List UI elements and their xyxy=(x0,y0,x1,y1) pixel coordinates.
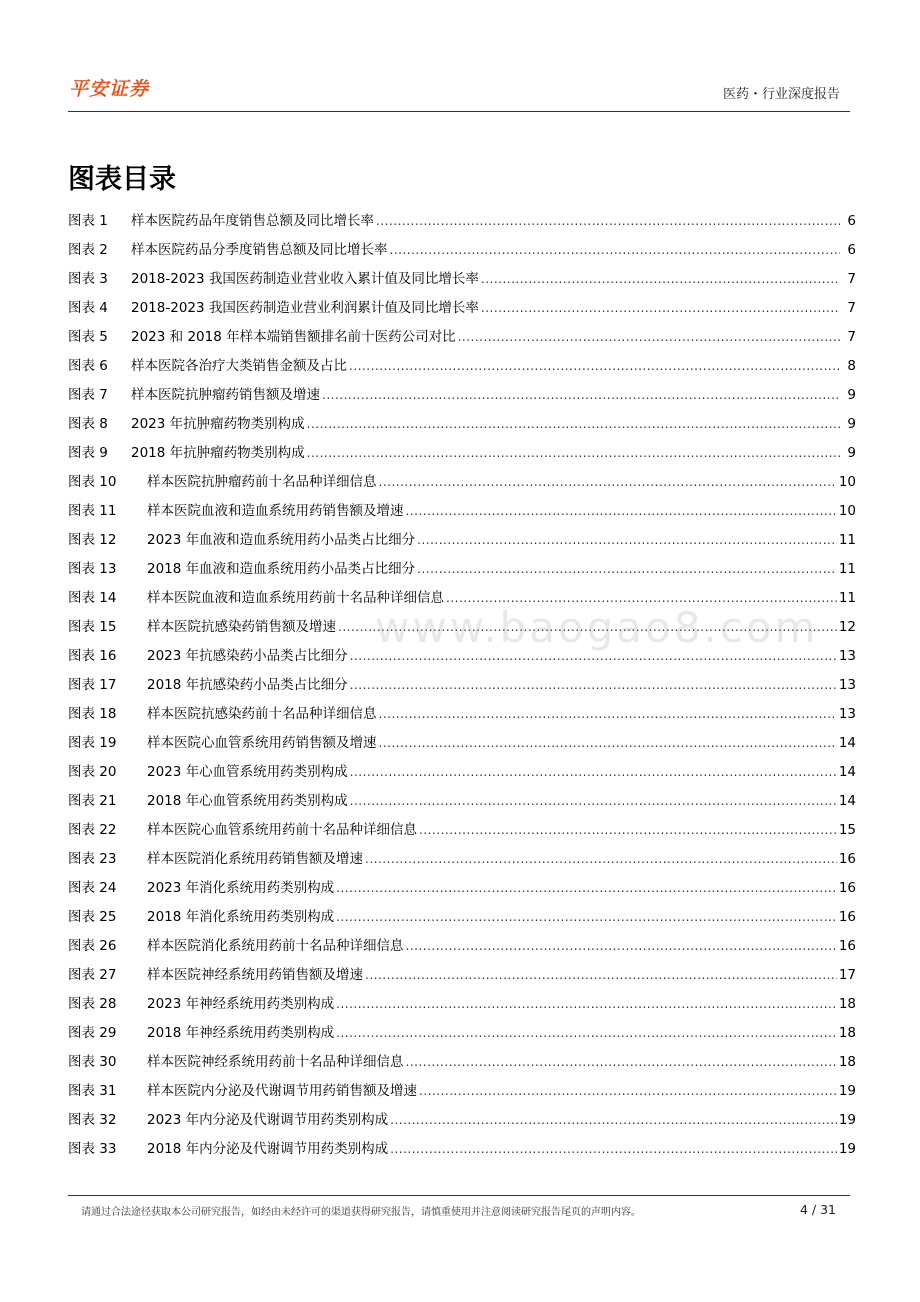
page-number: 4 / 31 xyxy=(799,1202,836,1217)
figure-toc-list xyxy=(68,207,856,1164)
toc-entry-title[interactable]: 2018-2023 我国医药制造业营业收入累计值及同比增长率 xyxy=(131,271,479,287)
footer-disclaimer: 请通过合法途径获取本公司研究报告，如经由未经许可的渠道获得研究报告，请慎重使用并注意阅读研究报告尾页的声明内容。 xyxy=(81,1207,641,1218)
toc-entry[interactable] xyxy=(68,236,856,265)
toc-entry-page[interactable]: 14 xyxy=(838,793,856,809)
toc-entry[interactable] xyxy=(68,1106,856,1135)
toc-dot-leader xyxy=(417,555,837,584)
toc-entry-title[interactable]: 样本医院消化系统用药前十名品种详细信息 xyxy=(147,938,404,954)
toc-dot-leader xyxy=(379,729,837,758)
toc-entry-number: 图表 20 xyxy=(68,764,117,780)
toc-entry-title[interactable]: 2018 年内分泌及代谢调节用药类别构成 xyxy=(147,1141,389,1157)
toc-entry-title[interactable]: 2023 和 2018 年样本端销售额排名前十医药公司对比 xyxy=(131,329,456,345)
toc-entry-number: 图表 29 xyxy=(68,1025,117,1041)
toc-entry-number: 图表 13 xyxy=(68,561,117,577)
toc-entry-page[interactable]: 11 xyxy=(838,561,856,577)
toc-entry-title[interactable]: 样本医院神经系统用药销售额及增速 xyxy=(147,967,363,983)
toc-entry[interactable] xyxy=(68,207,856,236)
toc-entry-page[interactable]: 18 xyxy=(838,1054,856,1070)
toc-dot-leader xyxy=(376,207,840,236)
toc-entry-page[interactable]: 16 xyxy=(838,880,856,896)
toc-entry-page[interactable]: 12 xyxy=(838,619,856,635)
toc-entry[interactable] xyxy=(68,265,856,294)
toc-entry[interactable] xyxy=(68,729,856,758)
toc-entry-title[interactable]: 2018 年抗肿瘤药物类别构成 xyxy=(131,445,305,461)
toc-entry-page[interactable]: 13 xyxy=(838,706,856,722)
toc-entry[interactable] xyxy=(68,1135,856,1164)
toc-title: 图表目录 xyxy=(68,164,176,195)
toc-entry[interactable] xyxy=(68,526,856,555)
toc-entry[interactable] xyxy=(68,700,856,729)
toc-dot-leader xyxy=(379,700,837,729)
toc-entry[interactable] xyxy=(68,1077,856,1106)
toc-entry-title[interactable]: 样本医院消化系统用药销售额及增速 xyxy=(147,851,363,867)
toc-entry[interactable] xyxy=(68,294,856,323)
toc-entry-page[interactable]: 7 xyxy=(847,271,856,287)
toc-entry-title[interactable]: 样本医院抗感染药前十名品种详细信息 xyxy=(147,706,377,722)
toc-entry-page[interactable]: 16 xyxy=(838,938,856,954)
toc-entry-number: 图表 31 xyxy=(68,1083,117,1099)
toc-entry-number: 图表 14 xyxy=(68,590,117,606)
toc-entry-number: 图表 16 xyxy=(68,648,117,664)
toc-entry[interactable] xyxy=(68,903,856,932)
toc-entry-number: 图表 1 xyxy=(68,213,108,229)
toc-entry-title[interactable]: 样本医院血液和造血系统用药销售额及增速 xyxy=(147,503,404,519)
toc-dot-leader xyxy=(458,323,840,352)
toc-entry-number: 图表 23 xyxy=(68,851,117,867)
toc-entry[interactable] xyxy=(68,323,856,352)
toc-dot-leader xyxy=(379,468,837,497)
toc-entry-title[interactable]: 样本医院心血管系统用药前十名品种详细信息 xyxy=(147,822,417,838)
toc-entry-page[interactable]: 6 xyxy=(847,242,856,258)
toc-entry-number: 图表 32 xyxy=(68,1112,117,1128)
toc-dot-leader xyxy=(322,381,840,410)
toc-entry-title[interactable]: 2018 年神经系统用药类别构成 xyxy=(147,1025,335,1041)
toc-entry-title[interactable]: 2023 年抗感染药小品类占比细分 xyxy=(147,648,348,664)
toc-dot-leader xyxy=(406,497,837,526)
toc-entry-page[interactable]: 18 xyxy=(838,996,856,1012)
toc-entry-page[interactable]: 9 xyxy=(847,416,856,432)
toc-entry-page[interactable]: 10 xyxy=(838,474,856,490)
toc-entry[interactable] xyxy=(68,990,856,1019)
toc-entry-page[interactable]: 13 xyxy=(838,648,856,664)
toc-entry-page[interactable]: 7 xyxy=(847,300,856,316)
toc-entry-title[interactable]: 2023 年神经系统用药类别构成 xyxy=(147,996,335,1012)
toc-dot-leader xyxy=(419,1077,837,1106)
toc-entry-number: 图表 5 xyxy=(68,329,108,345)
toc-dot-leader xyxy=(336,903,837,932)
toc-dot-leader xyxy=(365,961,837,990)
toc-entry-number: 图表 27 xyxy=(68,967,117,983)
toc-entry[interactable] xyxy=(68,758,856,787)
toc-entry-page[interactable]: 8 xyxy=(847,358,856,374)
toc-dot-leader xyxy=(390,236,841,265)
toc-entry-page[interactable]: 11 xyxy=(838,532,856,548)
toc-entry-title[interactable]: 样本医院内分泌及代谢调节用药销售额及增速 xyxy=(147,1083,417,1099)
toc-dot-leader xyxy=(307,439,840,468)
toc-entry-number: 图表 18 xyxy=(68,706,117,722)
toc-entry-number: 图表 7 xyxy=(68,387,108,403)
toc-dot-leader xyxy=(390,1106,837,1135)
toc-entry-number: 图表 15 xyxy=(68,619,117,635)
toc-entry-title[interactable]: 2018-2023 我国医药制造业营业利润累计值及同比增长率 xyxy=(131,300,479,316)
toc-entry-page[interactable]: 9 xyxy=(847,445,856,461)
toc-entry-number: 图表 30 xyxy=(68,1054,117,1070)
toc-entry-page[interactable]: 6 xyxy=(847,213,856,229)
toc-dot-leader xyxy=(350,787,837,816)
toc-entry-page[interactable]: 19 xyxy=(838,1112,856,1128)
toc-entry-title[interactable]: 2023 年消化系统用药类别构成 xyxy=(147,880,335,896)
toc-entry-number: 图表 2 xyxy=(68,242,108,258)
toc-entry[interactable] xyxy=(68,468,856,497)
toc-dot-leader xyxy=(307,410,840,439)
toc-entry-page[interactable]: 17 xyxy=(838,967,856,983)
toc-entry-number: 图表 4 xyxy=(68,300,108,316)
toc-entry[interactable] xyxy=(68,932,856,961)
toc-entry-page[interactable]: 16 xyxy=(838,851,856,867)
toc-entry-number: 图表 21 xyxy=(68,793,117,809)
toc-entry-number: 图表 3 xyxy=(68,271,108,287)
report-category: 医药・行业深度报告 xyxy=(722,87,840,102)
toc-entry-number: 图表 26 xyxy=(68,938,117,954)
toc-entry-title[interactable]: 2018 年抗感染药小品类占比细分 xyxy=(147,677,348,693)
toc-dot-leader xyxy=(390,1135,837,1164)
toc-entry-number: 图表 22 xyxy=(68,822,117,838)
toc-dot-leader xyxy=(336,990,837,1019)
company-logo: 平安证券 xyxy=(69,78,150,100)
toc-dot-leader xyxy=(417,526,837,555)
toc-entry-number: 图表 8 xyxy=(68,416,108,432)
toc-entry-page[interactable]: 14 xyxy=(838,764,856,780)
toc-dot-leader xyxy=(481,265,840,294)
toc-entry-page[interactable]: 19 xyxy=(838,1141,856,1157)
toc-entry-page[interactable]: 10 xyxy=(838,503,856,519)
toc-dot-leader xyxy=(350,671,837,700)
toc-entry-number: 图表 25 xyxy=(68,909,117,925)
toc-entry-title[interactable]: 2018 年血液和造血系统用药小品类占比细分 xyxy=(147,561,416,577)
toc-entry-title[interactable]: 2018 年心血管系统用药类别构成 xyxy=(147,793,348,809)
toc-entry-page[interactable]: 15 xyxy=(838,822,856,838)
toc-entry-number: 图表 24 xyxy=(68,880,117,896)
footer-divider xyxy=(68,1195,850,1196)
toc-dot-leader xyxy=(350,758,837,787)
toc-dot-leader xyxy=(365,845,837,874)
toc-entry-page[interactable]: 14 xyxy=(838,735,856,751)
toc-dot-leader xyxy=(406,1048,837,1077)
toc-entry-title[interactable]: 样本医院神经系统用药前十名品种详细信息 xyxy=(147,1054,404,1070)
header-divider xyxy=(68,111,850,112)
toc-entry-title[interactable]: 样本医院药品年度销售总额及同比增长率 xyxy=(131,213,374,229)
toc-entry-title[interactable]: 样本医院血液和造血系统用药前十名品种详细信息 xyxy=(147,590,444,606)
toc-entry[interactable] xyxy=(68,1019,856,1048)
toc-entry-title[interactable]: 2023 年心血管系统用药类别构成 xyxy=(147,764,348,780)
toc-entry[interactable] xyxy=(68,497,856,526)
toc-entry-page[interactable]: 16 xyxy=(838,909,856,925)
toc-dot-leader xyxy=(481,294,840,323)
toc-entry-page[interactable]: 7 xyxy=(847,329,856,345)
toc-entry[interactable] xyxy=(68,352,856,381)
toc-entry[interactable] xyxy=(68,961,856,990)
toc-entry-page[interactable]: 13 xyxy=(838,677,856,693)
toc-entry[interactable] xyxy=(68,439,856,468)
toc-entry-number: 图表 11 xyxy=(68,503,117,519)
toc-entry-number: 图表 19 xyxy=(68,735,117,751)
toc-entry-title[interactable]: 样本医院抗肿瘤药销售额及增速 xyxy=(131,387,320,403)
toc-entry[interactable] xyxy=(68,381,856,410)
toc-entry-title[interactable]: 2018 年消化系统用药类别构成 xyxy=(147,909,335,925)
toc-dot-leader xyxy=(336,874,837,903)
toc-entry-number: 图表 28 xyxy=(68,996,117,1012)
toc-entry-title[interactable]: 样本医院药品分季度销售总额及同比增长率 xyxy=(131,242,388,258)
toc-dot-leader xyxy=(349,352,840,381)
toc-entry-page[interactable]: 11 xyxy=(838,590,856,606)
toc-entry[interactable] xyxy=(68,874,856,903)
watermark: www.baogao8.com xyxy=(375,603,819,652)
toc-entry-number: 图表 33 xyxy=(68,1141,117,1157)
toc-entry-title[interactable]: 2023 年内分泌及代谢调节用药类别构成 xyxy=(147,1112,389,1128)
toc-entry-title[interactable]: 样本医院抗感染药销售额及增速 xyxy=(147,619,336,635)
toc-entry[interactable] xyxy=(68,555,856,584)
toc-entry-number: 图表 10 xyxy=(68,474,117,490)
toc-dot-leader xyxy=(406,932,837,961)
toc-dot-leader xyxy=(419,816,837,845)
toc-entry[interactable] xyxy=(68,671,856,700)
toc-entry[interactable] xyxy=(68,816,856,845)
toc-entry[interactable] xyxy=(68,410,856,439)
toc-entry-title[interactable]: 样本医院各治疗大类销售金额及占比 xyxy=(131,358,347,374)
toc-entry-page[interactable]: 9 xyxy=(847,387,856,403)
toc-entry[interactable] xyxy=(68,787,856,816)
toc-dot-leader xyxy=(336,1019,837,1048)
toc-entry[interactable] xyxy=(68,1048,856,1077)
toc-entry-page[interactable]: 18 xyxy=(838,1025,856,1041)
toc-entry-number: 图表 12 xyxy=(68,532,117,548)
toc-entry-number: 图表 9 xyxy=(68,445,108,461)
toc-entry-number: 图表 17 xyxy=(68,677,117,693)
toc-entry-number: 图表 6 xyxy=(68,358,108,374)
toc-entry-title[interactable]: 样本医院抗肿瘤药前十名品种详细信息 xyxy=(147,474,377,490)
toc-entry-page[interactable]: 19 xyxy=(838,1083,856,1099)
toc-entry-title[interactable]: 2023 年抗肿瘤药物类别构成 xyxy=(131,416,305,432)
toc-entry-title[interactable]: 样本医院心血管系统用药销售额及增速 xyxy=(147,735,377,751)
toc-entry[interactable] xyxy=(68,845,856,874)
toc-entry-title[interactable]: 2023 年血液和造血系统用药小品类占比细分 xyxy=(147,532,416,548)
